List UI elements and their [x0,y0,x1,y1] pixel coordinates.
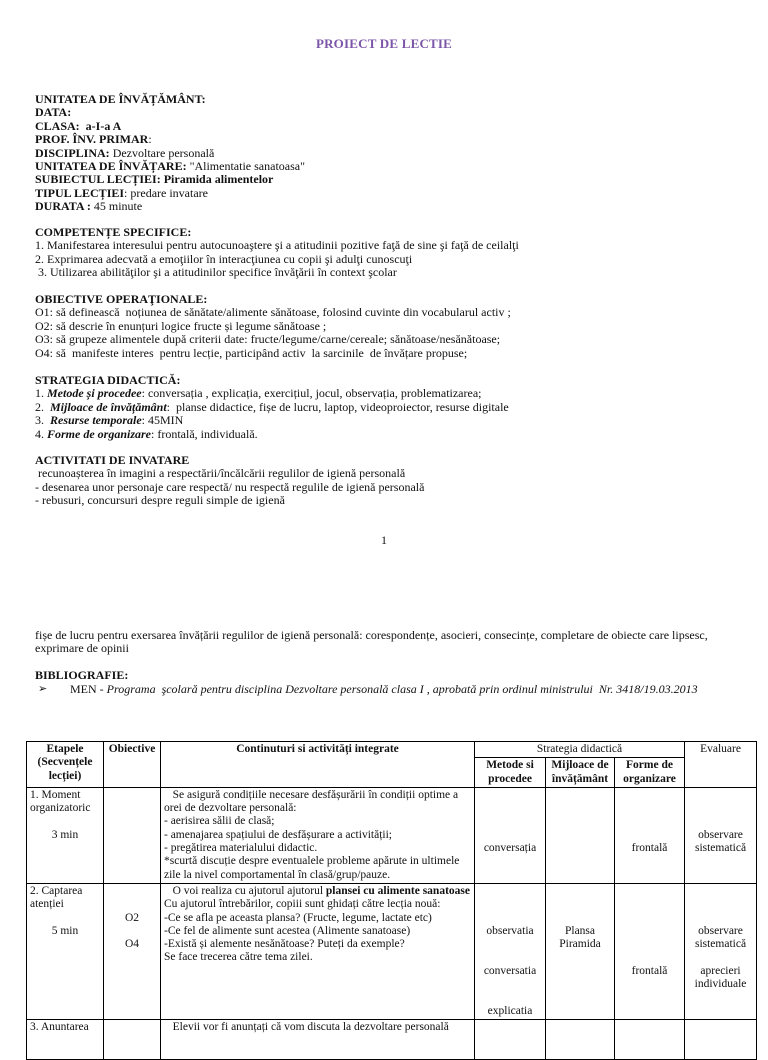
bibliografie-section [35,669,128,682]
durata-line [35,200,305,213]
content-line: - aerisirea sălii de clasă; [164,815,275,828]
item-number: 4. [35,426,47,441]
disciplina-label: DISCIPLINA: [35,145,110,160]
lesson-plan-table [26,741,757,1060]
etapa-label: 2. Captarea atenției [30,884,83,911]
obiective-heading: OBIECTIVE OPERAŢIONALE: [35,292,208,306]
strategia-metode [35,387,509,400]
forme-label: Forme de organizare [47,426,152,441]
content-line: -Ce fel de alimente sunt acestea (Alimente sanatoase) [164,924,411,937]
header-evaluare: Evaluare [685,742,757,788]
forme-value: frontală [631,842,668,855]
table-row [27,1019,757,1059]
etapa-cell [27,787,104,883]
clasa-label: CLASA: [35,118,80,133]
tipul-line [35,187,305,200]
metode-cell [475,787,546,883]
competenta-item: 2. Exprimarea adecvată a emoţiilor în interacţiunea cu copii şi adulţi cunoscuţi [35,251,413,266]
continuturi-cell [161,883,475,1019]
prof-line [35,133,305,146]
item-number: 1. [35,386,47,401]
obiectiv-item: O2: să descrie în enunțuri logice fructe și legume sănătoase ; [35,318,327,333]
page-number: 1 [381,533,387,547]
obiectiv-item: O1: să definească noțiunea de sănătate/alimente sănătoase, folosind cuvinte din vocabularul activ ; [35,305,511,320]
evaluare-value: observare sistematică [694,828,747,855]
content-line: Se face trecerea către tema zilei. [164,951,313,964]
metode-value: conversația [483,842,537,855]
header-mijloace: Mijloace de învățământ [546,758,615,788]
activitate-item: - rebusuri, concursuri despre reguli simple de igienă [35,493,285,508]
prof-colon: : [148,132,152,147]
obiectiv-code: O2 [124,911,140,924]
content-line: -Ce se afla pe aceasta plansa? (Fructe, legume, lactate etc) [164,911,432,924]
continuation-line: exprimare de opinii [35,641,129,656]
prof-label: PROF. ÎNV. PRIMAR [35,132,149,147]
content-line: - amenajarea spațiului de desfășurare a activității; [164,828,392,841]
competente-section [35,226,519,280]
durata-label: DURATA : [35,199,91,214]
content-line: -Există și alemente nesănătoase? Puteți da exemple? [164,938,405,951]
obiective-cell [104,1019,161,1059]
clasa-line [35,120,305,133]
subiectul-value: Piramida alimentelor [160,172,274,187]
metode-cell [475,1019,546,1059]
forme-cell [615,787,685,883]
clasa-value: a-I-a A [85,118,122,133]
resurse-value: : 45MIN [141,413,184,428]
forme-cell [615,883,685,1019]
evaluare-cell [685,883,757,1019]
forme-cell [615,1019,685,1059]
bibliografie-heading: BIBLIOGRAFIE: [35,668,129,682]
unitatea-label: UNITATEA DE ÎNVĂȚĂMÂNT: [35,92,206,106]
tipul-value: : predare invatare [124,185,208,200]
content-intro-bold: plansei cu alimente sanatoase [325,884,470,897]
evaluare-value: aprecieri individuale [694,964,747,991]
strategia-mijloace [35,401,509,414]
unitatea-invatare-line [35,160,305,173]
metode-cell [475,883,546,1019]
continuation-line: fișe de lucru pentru exersarea învățării regulilor de igienă personală: corespondențe, asocieri, consecințe, completare de obiecte care lipsesc, [35,628,708,642]
obiective-section [35,293,511,360]
biblio-title: Programa şcolară pentru disciplina Dezvoltare personală clasa I , aprobată prin ordinul ministrului Nr. 3418/19.03.2013 [106,682,698,696]
strategia-heading: STRATEGIA DIDACTICĂ: [35,373,181,387]
etapa-time: 5 min [51,924,79,937]
obiective-cell [104,787,161,883]
table-row [27,787,757,883]
unitatea-invatare-value: "Alimentatie sanatoasa" [186,159,306,174]
content-line: *scurtă discuție despre eventualele probleme apărute in ultimele zile la nivel comportamental în clasă/grup/pauze. [164,855,460,881]
header-obiective: Obiective [104,742,161,788]
bibliografie-item [70,683,698,696]
durata-value: 45 minute [90,199,143,214]
evaluare-cell [685,1019,757,1059]
competente-heading: COMPETENȚE SPECIFICE: [35,225,192,239]
content-intro-text: O voi realiza cu ajutorul ajutorul [164,884,326,897]
header-block [35,93,305,214]
activitati-continuation [35,629,708,656]
forme-value: frontală [631,964,668,977]
tipul-label: TIPUL LECȚIEI [35,185,125,200]
header-continuturi: Continuturi si activități integrate [161,742,475,788]
disciplina-value: Dezvoltare personală [109,145,215,160]
resurse-label: Resurse temporale [50,413,142,428]
subiectul-label: SUBIECTUL LECȚIEI: [35,172,161,187]
subiectul-line [35,173,305,186]
mijloace-value: Plansa Piramida [559,924,601,951]
activitate-item: recunoașterea în imagini a respectării/încălcării regulilor de igienă personală [35,466,406,481]
table-row [27,883,757,1019]
table-header-row [27,742,757,758]
document-title: PROIECT DE LECTIE [315,36,453,51]
obiectiv-code: O4 [124,938,140,951]
metode-value: : conversația , explicația, exercițiul, jocul, observația, problematizarea; [141,386,482,401]
mijloace-label: Mijloace de învățământ [50,399,167,414]
continuturi-cell: Elevii vor fi anunțați că vom discuta la dezvoltare personală [161,1019,475,1059]
metode-value: explicatia [487,1004,533,1017]
activitati-heading: ACTIVITATI DE INVATARE [35,453,190,467]
mijloace-value: : planse didactice, fișe de lucru, laptop, videoproiector, resurse digitale [166,399,509,414]
content-line: Cu ajutorul întrebărilor, copiii sunt ghidați către lecția nouă: [164,898,441,911]
header-metode: Metode si procedee [475,758,546,788]
strategia-resurse [35,414,509,427]
unitatea-invatare-label: UNITATEA DE ÎNVĂȚARE: [35,159,187,174]
mijloace-cell [546,1019,615,1059]
metode-label: Metode și procedee [47,386,142,401]
strategia-forme [35,428,509,441]
obiectiv-item: O4: să manifeste interes pentru lecție, participând activ la sarcinile de învățare propuse; [35,345,468,360]
header-forme: Forme de organizare [615,758,685,788]
mijloace-cell [546,787,615,883]
header-strategia: Strategia didactică [475,742,685,758]
etapa-cell [27,883,104,1019]
strategia-section [35,374,509,441]
item-number: 2. [35,399,50,414]
evaluare-value: observare sistematică [694,924,747,951]
content-line: - pregătirea materialului didactic. [164,842,318,855]
activitati-section [35,454,424,508]
continuturi-cell [161,787,475,883]
item-number: 3. [35,413,50,428]
header-etape: Etapele (Secvențele lecției) [27,742,104,788]
content-intro [164,885,471,898]
metode-value: observatia [486,924,534,937]
etapa-cell: 3. Anuntarea [27,1019,104,1059]
data-label: DATA: [35,105,72,120]
activitate-item: - desenarea unor personaje care respectă/ nu respectă regulile de igienă personală [35,479,425,494]
bullet-arrow-icon: ➢ [38,683,48,695]
competenta-item: 3. Utilizarea abilităţilor şi a atitudinilor specifice învăţării în context şcolar [35,265,397,280]
competenta-item: 1. Manifestarea interesului pentru autocunoaştere şi a atitudinii pozitive faţă de sine şi faţă de ceilalţi [35,238,519,253]
mijloace-cell [546,883,615,1019]
disciplina-line [35,147,305,160]
forme-value: : frontală, individuală. [151,426,258,441]
content-line: Se asigură condițiile necesare desfășurării în condiții optime a orei de dezvoltare personală: [164,788,461,815]
obiectiv-item: O3: să grupeze alimentele după criterii date: fructe/legume/carne/cereale; sănătoase/nesănătoase; [35,332,501,347]
etapa-time: 3 min [51,828,79,841]
evaluare-cell [685,787,757,883]
etapa-label: 1. Moment organizatoric [30,788,91,815]
metode-value: conversatia [483,964,537,977]
obiective-cell [104,883,161,1019]
biblio-author: MEN - [70,682,107,696]
